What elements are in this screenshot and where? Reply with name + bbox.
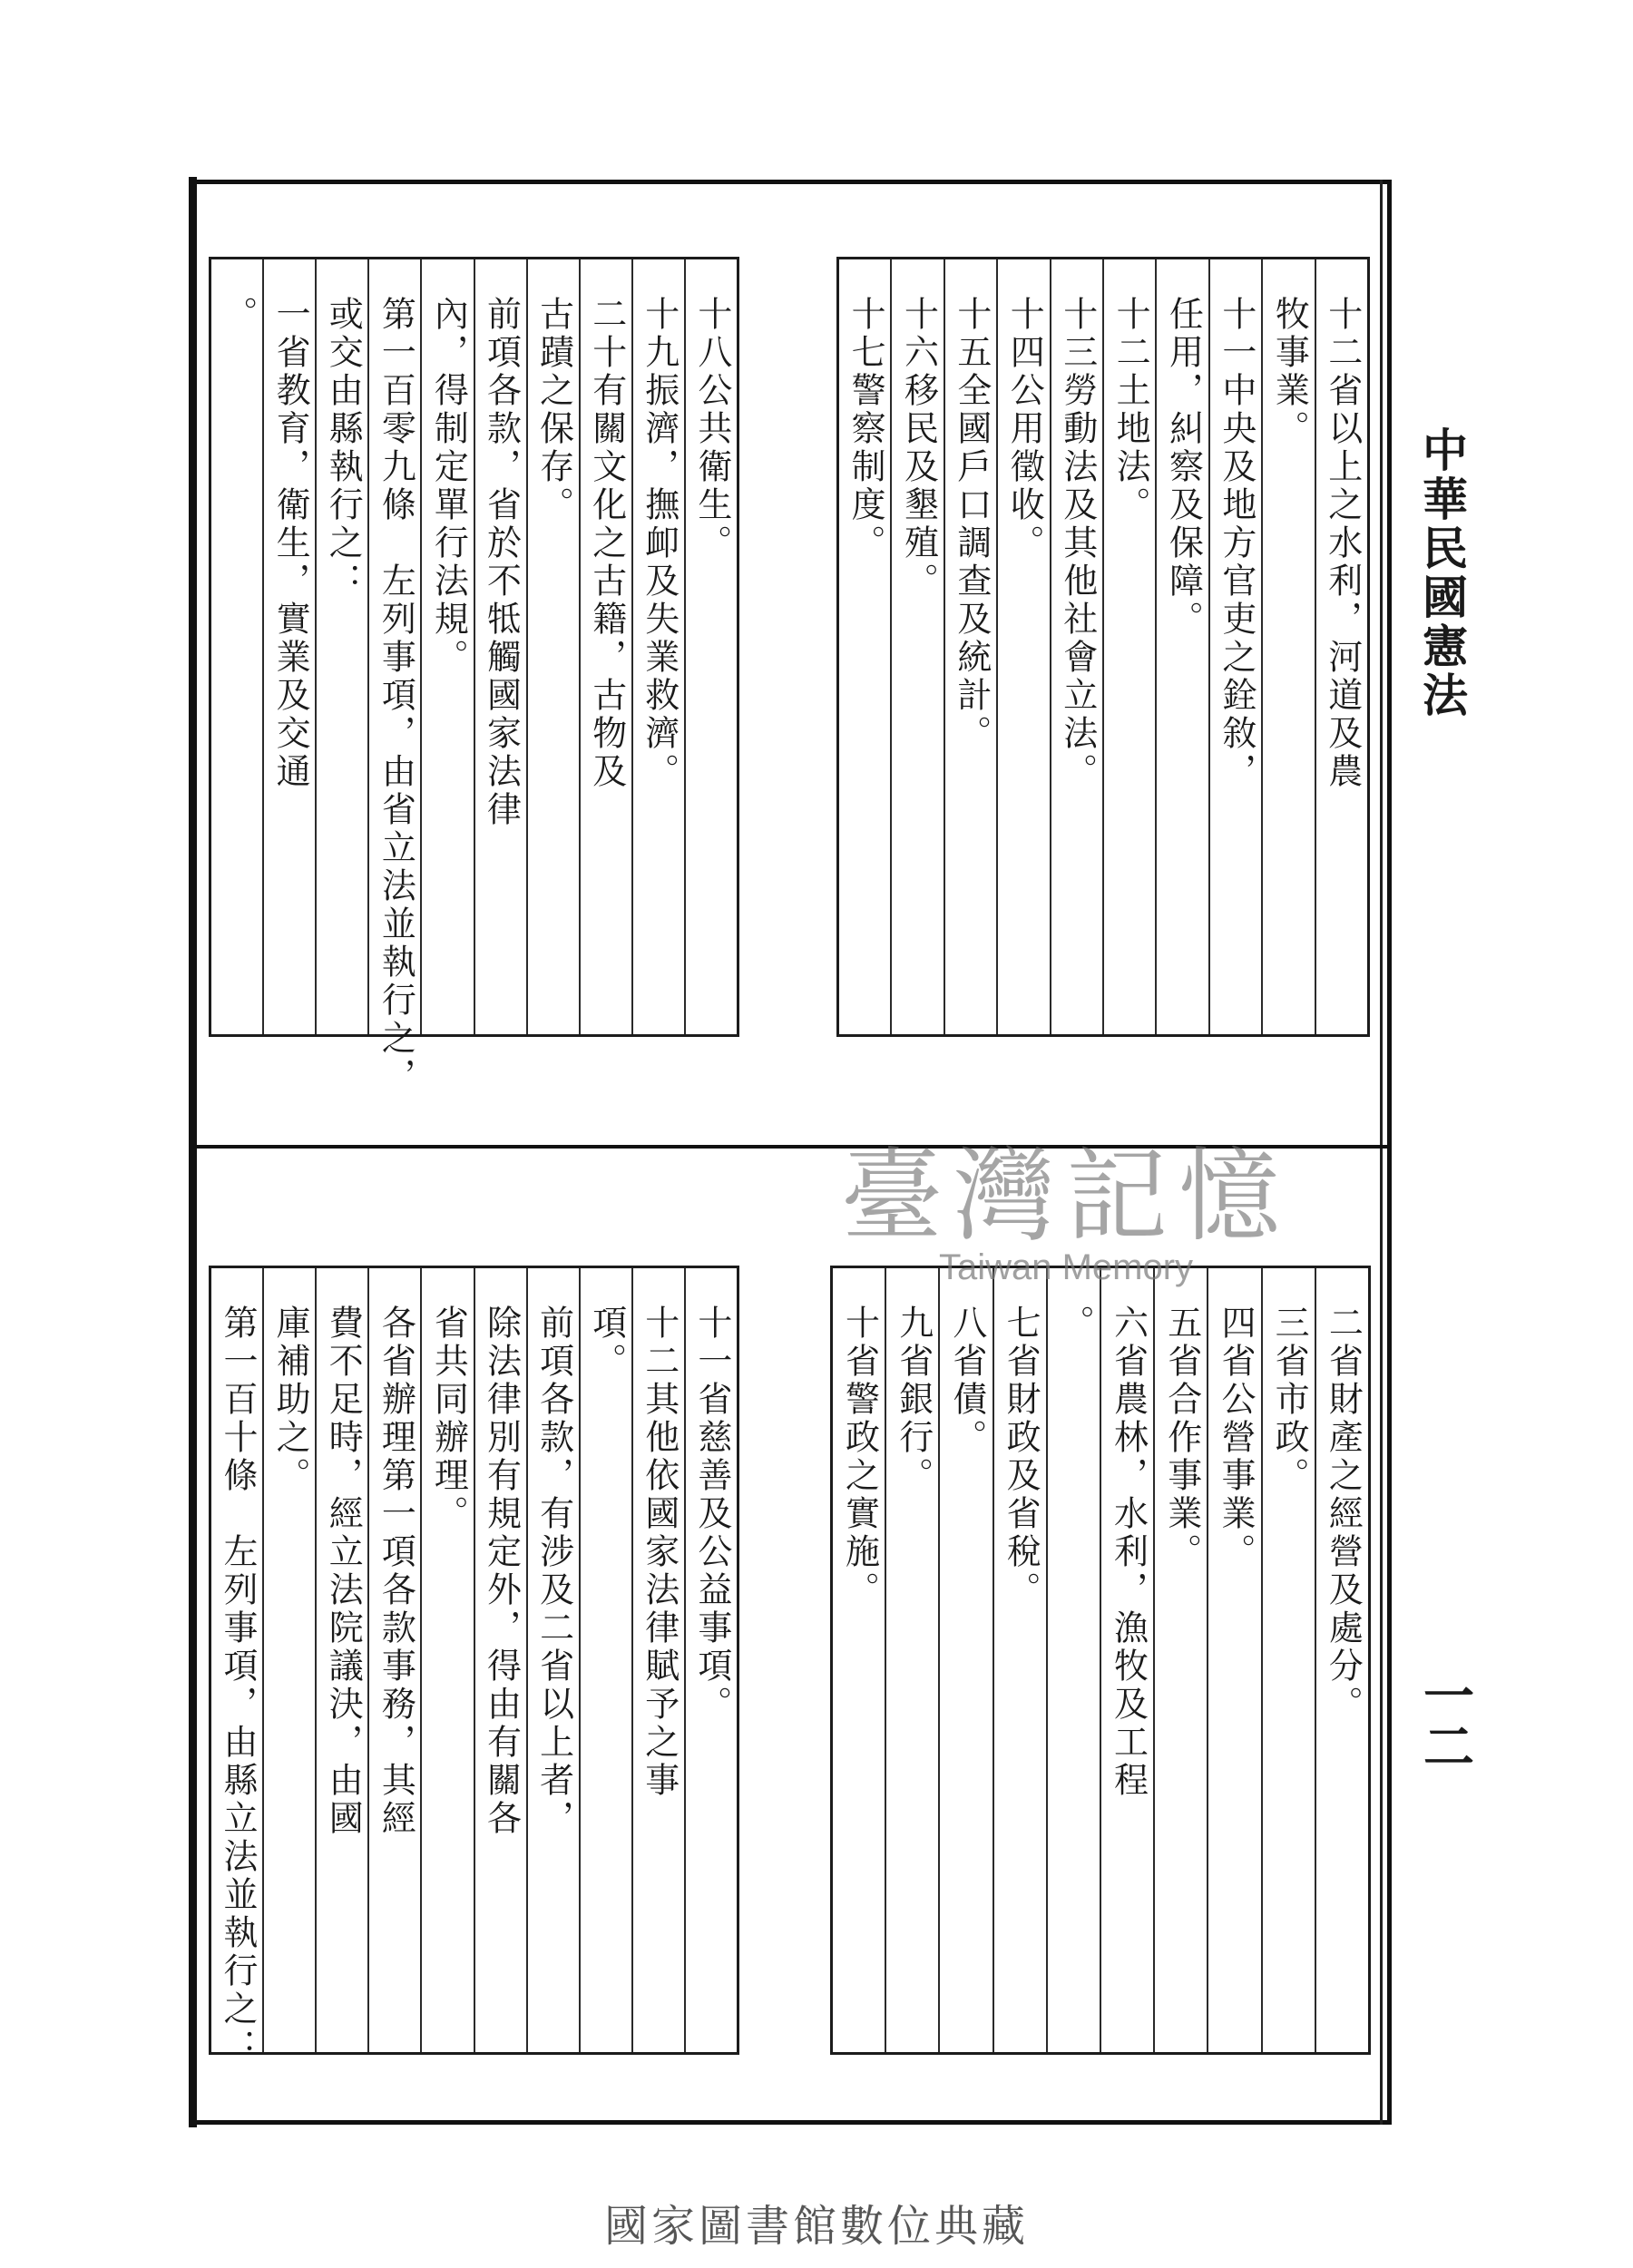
text-column — [684, 1268, 737, 2052]
text-column — [1208, 259, 1261, 1034]
text-column — [262, 1268, 315, 2052]
column-text: 第一百十條 左列事項，由縣立法並執行之： — [218, 1305, 259, 2067]
column-text: 前項各款，有涉及二省以上者， — [533, 1305, 574, 1838]
column-text: 十八公共衛生。 — [691, 296, 732, 562]
column-text: 十二其他依國家法律賦予之事 — [639, 1305, 680, 1800]
page-divider — [192, 1145, 1392, 1149]
column-text: 四省公營事業。 — [1215, 1305, 1256, 1571]
panel-bottom-right — [830, 1266, 1371, 2055]
column-text: 八省債。 — [946, 1305, 987, 1457]
text-column — [993, 1268, 1046, 2052]
column-text: 五省合作事業。 — [1161, 1305, 1202, 1571]
column-text: 任用，糾察及保障。 — [1163, 296, 1204, 639]
running-title: 中華民國憲法 — [1415, 426, 1469, 720]
text-column — [1102, 259, 1155, 1034]
panel-bottom-left — [209, 1266, 739, 2067]
text-column — [833, 1268, 885, 2052]
column-text: 項。 — [586, 1305, 627, 1381]
column-text: 或交由縣執行之： — [323, 296, 364, 601]
text-column — [839, 259, 890, 1034]
column-text: 十二省以上之水利，河道及農 — [1322, 296, 1363, 791]
text-column — [1155, 259, 1208, 1034]
text-column — [1050, 259, 1102, 1034]
column-text: 古蹟之保存。 — [533, 296, 574, 524]
panel-top-left — [209, 257, 739, 1096]
text-column — [684, 259, 737, 1034]
column-text: 十五全國戶口調查及統計。 — [951, 296, 992, 753]
text-column — [474, 259, 526, 1034]
text-column — [526, 1268, 579, 2052]
text-column — [1261, 1268, 1315, 2052]
column-text: 內，得制定單行法規。 — [428, 296, 469, 677]
column-text: 費不足時，經立法院議決，由國 — [323, 1305, 364, 1838]
column-text: 十一中央及地方官吏之銓敘， — [1216, 296, 1257, 791]
column-text: 六省農林，水利，漁牧及工程 — [1108, 1305, 1149, 1800]
text-column — [579, 1268, 631, 2052]
text-column — [420, 1268, 473, 2052]
column-text: 前項各款，省於不牴觸國家法律 — [481, 296, 522, 829]
column-text: 一省教育，衛生，實業及交通 — [270, 296, 311, 791]
text-column — [526, 259, 579, 1034]
column-text: 庫補助之。 — [270, 1305, 311, 1495]
column-text: 三省市政。 — [1269, 1305, 1310, 1495]
column-text: 十七警察制度。 — [846, 296, 886, 562]
column-text: 各省辦理第一項各款事務，其經 — [376, 1305, 416, 1838]
column-text: 十一省慈善及公益事項。 — [691, 1305, 732, 1724]
page-number: 一二 — [1415, 1669, 1475, 1771]
text-column — [631, 259, 684, 1034]
text-column — [885, 1268, 938, 2052]
margin-separator — [1380, 180, 1383, 2125]
column-text: 牧事業。 — [1269, 296, 1310, 448]
text-column — [1315, 259, 1367, 1034]
column-text: 九省銀行。 — [893, 1305, 934, 1495]
column-text: 十省警政之實施。 — [839, 1305, 880, 1609]
column-text: 省共同辦理。 — [428, 1305, 469, 1533]
text-column — [367, 1268, 420, 2052]
text-column — [262, 259, 315, 1034]
text-column — [1207, 1268, 1260, 2052]
text-column — [579, 259, 631, 1034]
text-column — [890, 259, 943, 1034]
column-text: 。 — [1054, 1305, 1095, 1343]
watermark-english: Taiwan Memory — [938, 1247, 1194, 1288]
column-text: 十二土地法。 — [1110, 296, 1151, 524]
column-text: 十三勞動法及其他社會立法。 — [1057, 296, 1098, 791]
text-column — [631, 1268, 684, 2052]
text-column — [474, 1268, 526, 2052]
column-text: 。 — [218, 296, 259, 334]
text-column — [420, 259, 473, 1034]
text-column — [1153, 1268, 1207, 2052]
text-column — [944, 259, 996, 1034]
column-text: 七省財政及省稅。 — [1001, 1305, 1041, 1609]
text-column — [367, 259, 420, 1096]
column-text: 十九振濟，撫卹及失業救濟。 — [639, 296, 680, 791]
text-column — [211, 259, 262, 1034]
footer-caption: 國家圖書館數位典藏 — [603, 2201, 1029, 2252]
text-column — [315, 1268, 367, 2052]
column-text: 十四公用徵收。 — [1004, 296, 1045, 562]
text-column — [1046, 1268, 1100, 2052]
text-column — [1315, 1268, 1368, 2052]
watermark-chinese: 臺灣記憶 — [841, 1138, 1291, 1256]
column-text: 第一百零九條 左列事項，由省立法並執行之， — [376, 296, 416, 1096]
text-column — [315, 259, 367, 1034]
panel-top-right — [836, 257, 1370, 1037]
text-column — [211, 1268, 262, 2067]
text-column — [1100, 1268, 1153, 2052]
text-column — [996, 259, 1049, 1034]
column-text: 除法律別有規定外，得由有關各 — [481, 1305, 522, 1838]
column-text: 十六移民及墾殖。 — [898, 296, 939, 601]
text-column — [938, 1268, 992, 2052]
column-text: 二省財產之經營及處分。 — [1323, 1305, 1364, 1724]
text-column — [1261, 259, 1314, 1034]
column-text: 二十有關文化之古籍，古物及 — [586, 296, 627, 791]
